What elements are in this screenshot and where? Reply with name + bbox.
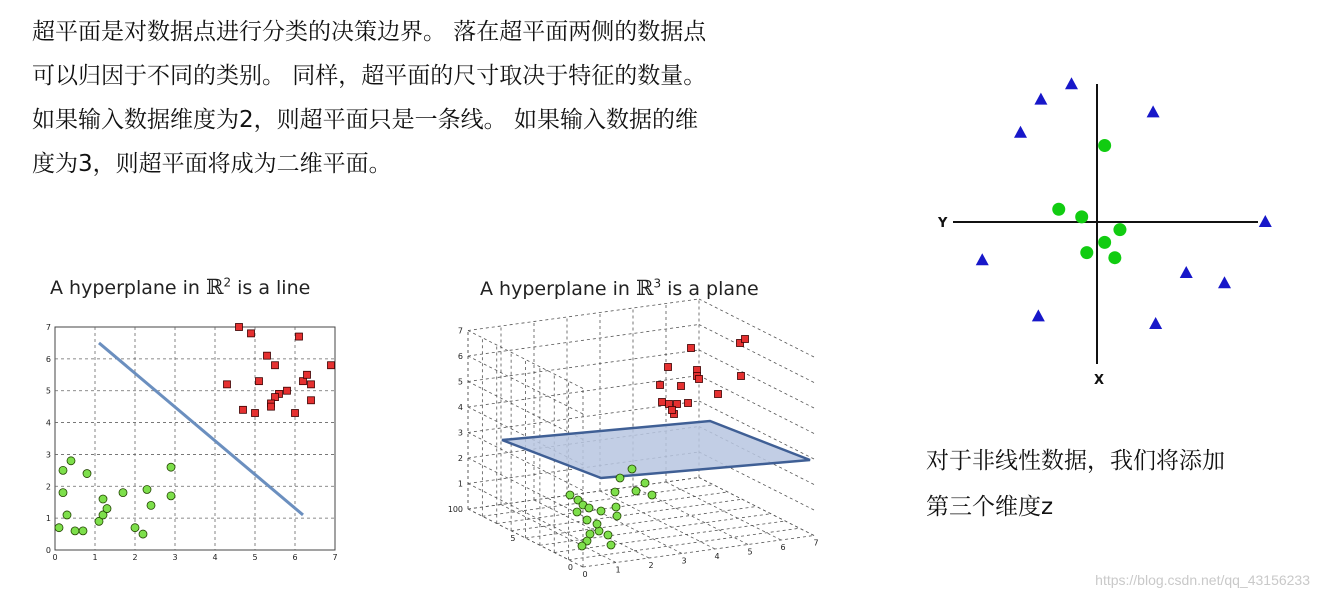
chart-2d-x-tick-label: 6 (292, 553, 298, 562)
chart-2d-y-tick-label: 2 (45, 482, 51, 492)
nonlinear-circle-point (1113, 223, 1126, 236)
intro-line-3: 如果输入数据维度为2，则超平面只是一条线。 如果输入数据的维 (32, 107, 698, 133)
chart-2d-y-tick-label: 5 (45, 386, 51, 396)
chart-2d-y-tick-label: 7 (45, 323, 51, 332)
nonlinear-triangle-point (1034, 93, 1047, 105)
chart-3d-z-tick-label: 4 (457, 403, 463, 412)
chart-3d-y-tick-label: 10 (447, 505, 458, 514)
chart-3d-x-tick-label: 5 (747, 547, 753, 557)
chart-3d-z-tick-label: 2 (457, 454, 463, 463)
intro-line-1: 超平面是对数据点进行分类的决策边界。 落在超平面两侧的数据点 (32, 19, 707, 45)
chart-2d-x-tick-label: 7 (332, 553, 338, 562)
nonlinear-circle-point (1080, 246, 1093, 259)
panel-2d-title-prefix: A hyperplane in (50, 277, 206, 299)
chart-2d-x-tick-label: 2 (132, 553, 138, 562)
chart-3d-x-tick-label: 7 (813, 538, 819, 548)
nonlinear-y-axis-label: Y (938, 216, 948, 231)
chart-3d-z-tick-label: 1 (457, 479, 463, 489)
nonlinear-triangle-point (1218, 276, 1231, 288)
nonlinear-circle-point (1052, 203, 1065, 216)
nonlinear-triangle-point (1065, 77, 1078, 89)
chart-3d-x-tick-label: 1 (615, 565, 621, 575)
nonlinear-circle-point (1098, 236, 1111, 249)
chart-3d-x-tick-label: 3 (681, 556, 687, 566)
chart-2d-x-tick-label: 1 (92, 553, 98, 562)
chart-3d-x-tick-label: 2 (648, 561, 654, 570)
chart-2d-y-tick-label: 6 (45, 354, 51, 364)
nonlinear-triangle-point (1180, 266, 1193, 278)
chart-3d-y-tick-label: 0 (567, 563, 573, 572)
nonlinear-triangle-point (976, 253, 989, 265)
nonlinear-triangle-point (1149, 317, 1162, 329)
panel-2d-title-suffix: is a line (231, 277, 311, 299)
intro-line-4: 度为3，则超平面将成为二维平面。 (32, 151, 392, 177)
chart-2d-x-tick-label: 5 (252, 553, 258, 562)
chart-3d-z-tick-label: 7 (457, 326, 463, 336)
chart-2d-x-tick-label: 3 (172, 553, 178, 562)
chart-3d-z-tick-label: 5 (457, 377, 463, 387)
nonlinear-triangle-point (1147, 105, 1160, 117)
chart-2d-y-tick-label: 3 (45, 450, 51, 460)
nonlinear-note-line-2: 第三个维度z (926, 494, 1054, 520)
nonlinear-x-axis-label: X (1094, 373, 1105, 388)
chart-3d-z-tick-label: 0 (457, 505, 463, 514)
nonlinear-note-line-1: 对于非线性数据，我们将添加 (926, 448, 1225, 474)
panel-3d-title-exp: 3 (653, 276, 662, 291)
panel-3d-title-symbol: ℝ (636, 276, 654, 300)
nonlinear-circle-point (1098, 139, 1111, 152)
nonlinear-circle-point (1108, 251, 1121, 264)
nonlinear-triangle-point (1032, 309, 1045, 321)
chart-2d-y-tick-label: 0 (45, 546, 51, 555)
chart-3d-y-tick-label: 5 (510, 534, 516, 543)
panel-2d-title-symbol: ℝ (206, 275, 224, 299)
intro-line-2: 可以归因于不同的类别。 同样，超平面的尺寸取决于特征的数量。 (32, 63, 707, 89)
panel-2d-title-exp: 2 (223, 275, 232, 290)
chart-3d-x-tick-label: 0 (582, 570, 588, 579)
chart-2d-y-tick-label: 4 (45, 418, 51, 428)
nonlinear-triangle-point (1014, 126, 1027, 138)
chart-2d-x-tick-label: 4 (212, 553, 218, 562)
chart-3d-z-tick-label: 6 (457, 352, 463, 361)
nonlinear-triangle-point (1259, 215, 1272, 227)
panel-3d-title-prefix: A hyperplane in (480, 278, 636, 300)
nonlinear-note (926, 438, 1306, 530)
chart-3d-x-tick-label: 6 (780, 543, 786, 552)
panel-3d-title-suffix: is a plane (661, 278, 759, 300)
chart-2d-y-tick-label: 1 (45, 514, 51, 524)
watermark: https://blog.csdn.net/qq_43156233 (1095, 572, 1310, 588)
chart-2d-x-tick-label: 0 (52, 553, 58, 562)
nonlinear-circle-point (1075, 210, 1088, 223)
chart-3d-x-tick-label: 4 (714, 552, 720, 561)
chart-3d-z-tick-label: 3 (457, 428, 463, 438)
